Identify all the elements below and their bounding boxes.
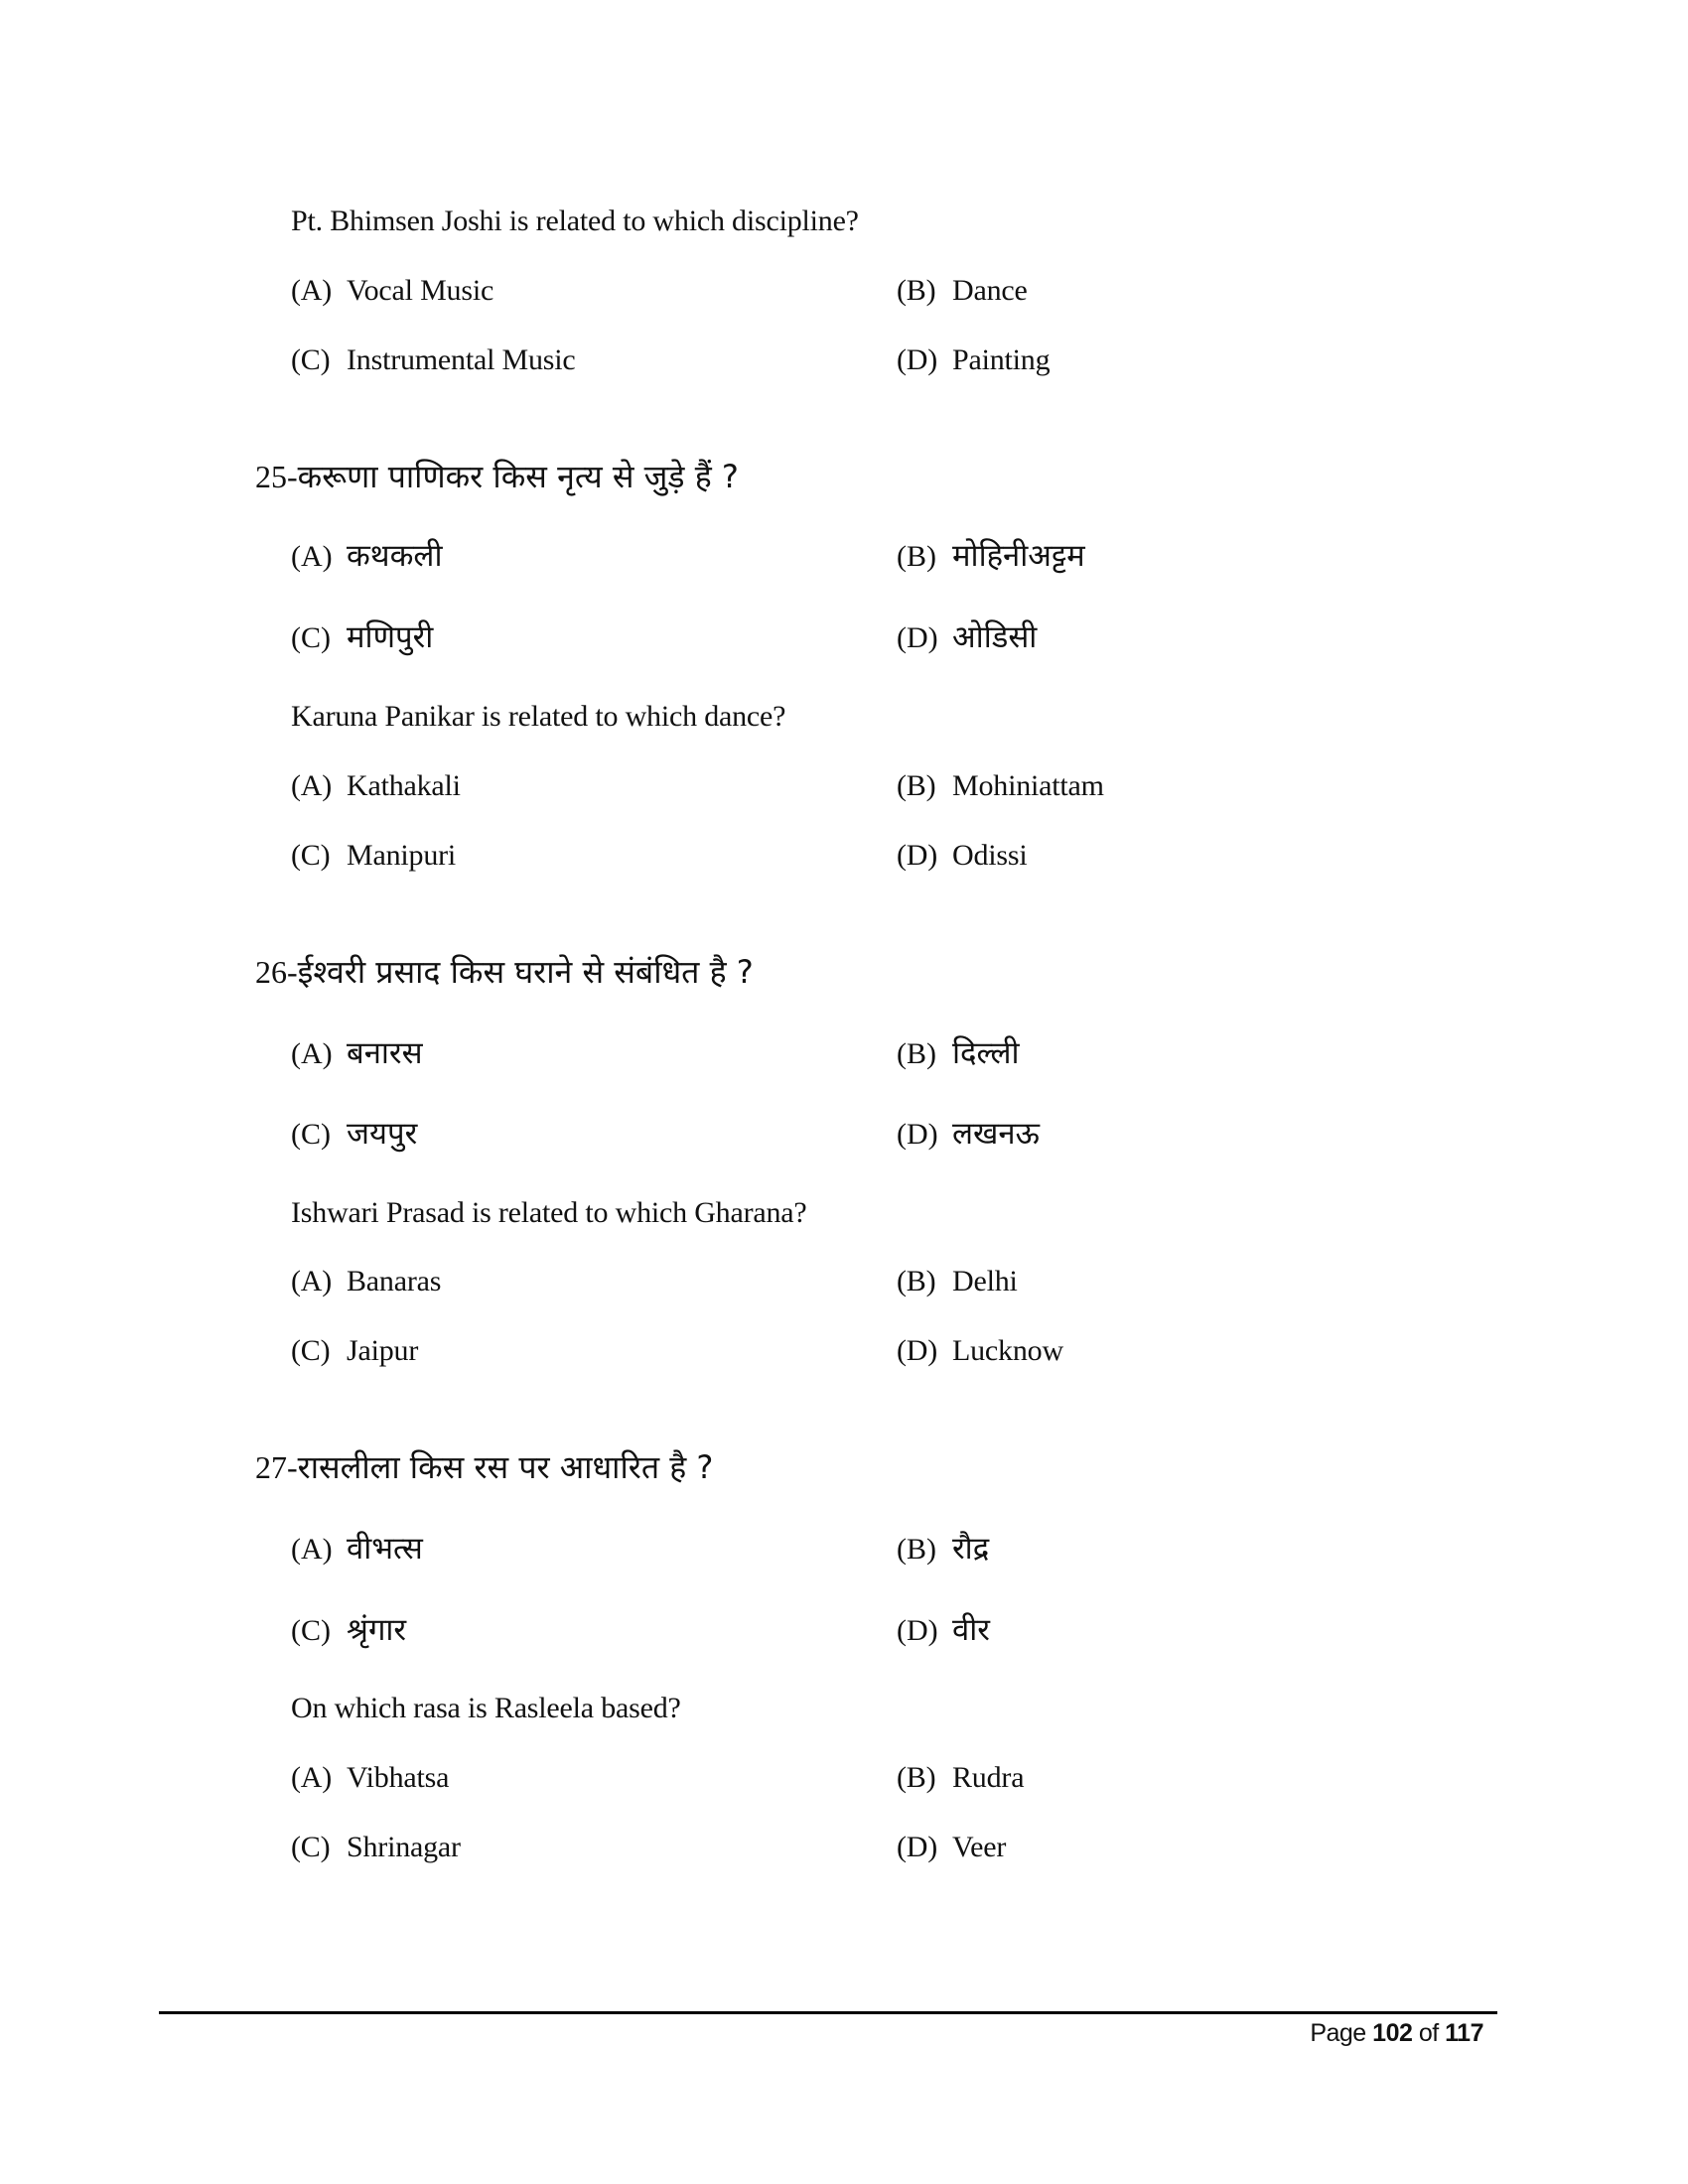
option-text: Vocal Music: [347, 274, 494, 307]
option-label: (C): [291, 621, 331, 654]
option-a: [291, 1267, 441, 1297]
question-body: करूणा पाणिकर किस नृत्य से जुड़े हैं ?: [297, 458, 739, 495]
page-of: of: [1418, 2019, 1439, 2047]
page-total: 117: [1445, 2019, 1483, 2047]
option-label: (C): [291, 1118, 331, 1151]
option-label: (A): [291, 274, 333, 307]
option-label: (C): [291, 1831, 331, 1863]
option-label: (B): [897, 540, 936, 573]
option-d: [897, 1116, 1040, 1152]
option-text: Veer: [952, 1831, 1007, 1863]
option-b: [897, 771, 1104, 801]
option-text: Mohiniattam: [952, 769, 1104, 802]
option-c: [291, 345, 576, 375]
option-a: [291, 1035, 423, 1071]
question-number: 25-: [255, 459, 298, 494]
option-c: [291, 1116, 418, 1152]
question-body: ईश्वरी प्रसाद किस घराने से संबंधित है ?: [297, 953, 754, 991]
option-text: Jaipur: [347, 1334, 419, 1367]
option-text: श्रृंगार: [347, 1612, 407, 1648]
option-text: Instrumental Music: [347, 343, 576, 376]
option-text: मणिपुरी: [347, 619, 434, 655]
option-c: [291, 619, 434, 655]
option-label: (B): [897, 1265, 936, 1297]
option-d: [897, 1336, 1063, 1366]
question-number: 27-: [255, 1449, 298, 1485]
option-label: (A): [291, 1265, 333, 1297]
option-text: लखनऊ: [952, 1116, 1040, 1152]
option-a: [291, 1531, 423, 1567]
option-label: (D): [897, 1118, 938, 1151]
question-text-en-26: Ishwari Prasad is related to which Gharana?: [291, 1196, 807, 1229]
option-label: (A): [291, 1761, 333, 1794]
page-prefix: Page: [1310, 2019, 1366, 2047]
option-a: [291, 1763, 449, 1793]
question-text-hi-27: [255, 1448, 714, 1486]
option-label: (B): [897, 1037, 936, 1070]
option-text: रौद्र: [952, 1531, 990, 1567]
option-label: (D): [897, 839, 938, 872]
option-label: (A): [291, 540, 333, 573]
option-d: [897, 841, 1028, 871]
question-text-en-25: Karuna Panikar is related to which dance?: [291, 700, 786, 733]
question-text-en-27: On which rasa is Rasleela based?: [291, 1692, 681, 1724]
option-text: जयपुर: [347, 1116, 418, 1152]
option-label: (A): [291, 1533, 333, 1566]
question-text-en-24: Pt. Bhimsen Joshi is related to which discipline?: [291, 205, 859, 237]
option-text: Dance: [952, 274, 1028, 307]
option-text: वीभत्स: [347, 1531, 423, 1567]
option-label: (B): [897, 1533, 936, 1566]
question-number: 26-: [255, 954, 298, 990]
page-number: [1310, 2019, 1483, 2048]
option-text: Odissi: [952, 839, 1028, 872]
page-current: 102: [1372, 2019, 1413, 2047]
option-label: (D): [897, 1831, 938, 1863]
option-text: Manipuri: [347, 839, 457, 872]
option-text: वीर: [952, 1612, 990, 1648]
option-d: [897, 619, 1038, 655]
option-text: दिल्ली: [952, 1035, 1020, 1071]
option-label: (D): [897, 1334, 938, 1367]
option-text: बनारस: [347, 1035, 423, 1071]
option-label: (C): [291, 343, 331, 376]
option-b: [897, 1035, 1020, 1071]
option-d: [897, 345, 1050, 375]
option-label: (C): [291, 1334, 331, 1367]
option-text: Shrinagar: [347, 1831, 461, 1863]
footer-divider: [159, 2011, 1497, 2014]
option-text: Delhi: [952, 1265, 1018, 1297]
option-text: Kathakali: [347, 769, 461, 802]
option-text: मोहिनीअट्टम: [952, 538, 1085, 574]
option-a: [291, 276, 493, 306]
option-b: [897, 1531, 990, 1567]
option-b: [897, 1267, 1018, 1297]
option-c: [291, 1336, 418, 1366]
option-text: कथकली: [347, 538, 443, 574]
option-label: (D): [897, 343, 938, 376]
question-text-hi-26: [255, 953, 754, 991]
option-c: [291, 841, 456, 871]
option-text: ओडिसी: [952, 619, 1038, 655]
option-b: [897, 538, 1085, 574]
option-d: [897, 1833, 1006, 1862]
option-label: (A): [291, 769, 333, 802]
option-a: [291, 538, 443, 574]
option-b: [897, 1763, 1024, 1793]
option-text: Lucknow: [952, 1334, 1063, 1367]
question-text-hi-25: [255, 458, 739, 495]
option-b: [897, 276, 1028, 306]
option-label: (C): [291, 839, 331, 872]
option-text: Rudra: [952, 1761, 1025, 1794]
option-d: [897, 1612, 990, 1648]
option-text: Painting: [952, 343, 1051, 376]
option-label: (B): [897, 769, 936, 802]
option-a: [291, 771, 461, 801]
option-label: (B): [897, 274, 936, 307]
option-c: [291, 1833, 461, 1862]
option-label: (A): [291, 1037, 333, 1070]
option-label: (C): [291, 1614, 331, 1647]
option-text: Banaras: [347, 1265, 442, 1297]
question-body: रासलीला किस रस पर आधारित है ?: [297, 1448, 714, 1486]
option-label: (D): [897, 621, 938, 654]
option-label: (D): [897, 1614, 938, 1647]
option-label: (B): [897, 1761, 936, 1794]
option-c: [291, 1612, 407, 1648]
option-text: Vibhatsa: [347, 1761, 450, 1794]
